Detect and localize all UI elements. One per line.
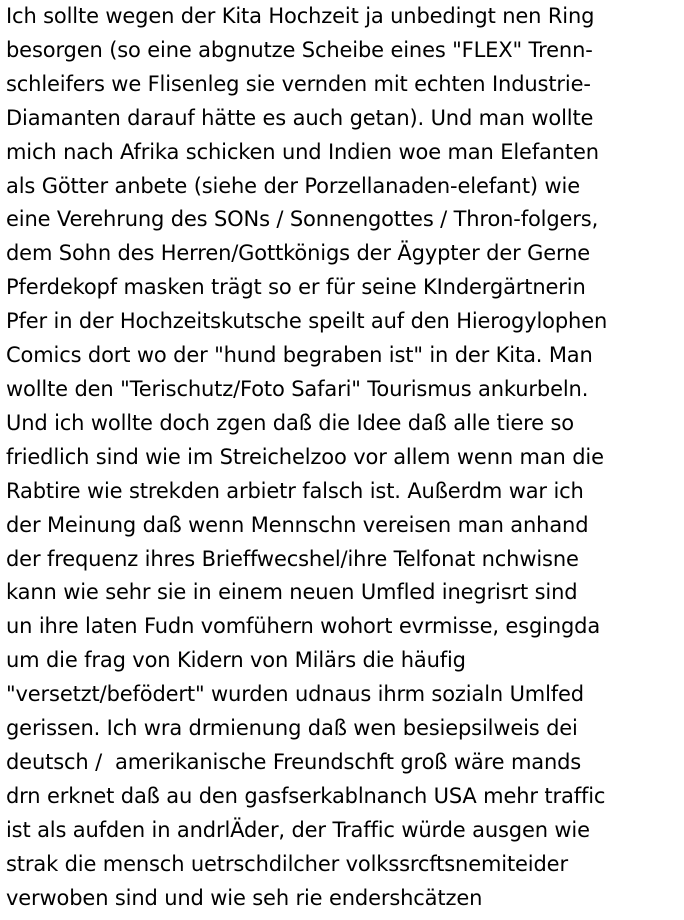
text-line: besorgen (so eine abgnutze Scheibe eines "FLEX" Trenn- bbox=[6, 37, 593, 62]
text-line: als Götter anbete (siehe der Porzellanaden-elefant) wie bbox=[6, 173, 580, 198]
text-line: eine Verehrung des SONs / Sonnengottes / Thron-folgers, bbox=[6, 207, 599, 232]
text-line: dem Sohn des Herren/Gottkönigs der Ägypter der Gerne bbox=[6, 241, 591, 266]
text-line: Ich sollte wegen der Kita Hochzeit ja unbedingt nen Ring bbox=[6, 4, 595, 28]
text-line: drn erknet daß au den gasfserkablnanch USA mehr traffic bbox=[6, 783, 606, 808]
text-line: Rabtire wie strekden arbietr falsch ist. Außerdm war ich bbox=[6, 478, 584, 503]
text-line: strak die mensch uetrschdilcher volkssrcftsnemiteider bbox=[6, 851, 568, 876]
text-line: wollte den "Terischutz/Foto Safari" Tourismus ankurbeln. bbox=[6, 376, 589, 401]
text-line: der frequenz ihres Brieffwecshel/ihre Telfonat nchwisne bbox=[6, 546, 579, 571]
text-line: schleifers we Flisenleg sie vernden mit echten Industrie- bbox=[6, 71, 591, 96]
text-line: ist als aufden in andrlÄder, der Traffic würde ausgen wie bbox=[6, 817, 590, 842]
text-line: Diamanten darauf hätte es auch getan). Und man wollte bbox=[6, 105, 594, 130]
text-line: un ihre laten Fudn vomfühern wohort evrmisse, esgingda bbox=[6, 614, 601, 639]
document-page bbox=[6, 0, 682, 915]
text-line: verwoben sind und wie seh rie endershcätzen bbox=[6, 885, 483, 910]
text-line: deutsch / amerikanische Freundschft groß wäre mands bbox=[6, 749, 582, 774]
text-line: Pfer in der Hochzeitskutsche speilt auf den Hierogylophen bbox=[6, 309, 608, 334]
text-line: kann wie sehr sie in einem neuen Umfled inegrisrt sind bbox=[6, 580, 578, 605]
text-line: "versetzt/befödert" wurden udnaus ihrm sozialn Umlfed bbox=[6, 682, 584, 707]
text-line: Und ich wollte doch zgen daß die Idee daß alle tiere so bbox=[6, 410, 574, 435]
text-line: der Meinung daß wenn Mennschn vereisen man anhand bbox=[6, 512, 589, 537]
text-line: friedlich sind wie im Streichelzoo vor allem wenn man die bbox=[6, 444, 604, 469]
text-line: mich nach Afrika schicken und Indien woe man Elefanten bbox=[6, 139, 599, 164]
text-line: um die frag von Kidern von Milärs die häufig bbox=[6, 648, 466, 673]
text-line: Pferdekopf masken trägt so er für seine KIndergärtnerin bbox=[6, 275, 586, 300]
text-line: Comics dort wo der "hund begraben ist" in der Kita. Man bbox=[6, 343, 593, 368]
text-line: gerissen. Ich wra drmienung daß wen besiepsilweis dei bbox=[6, 716, 578, 741]
